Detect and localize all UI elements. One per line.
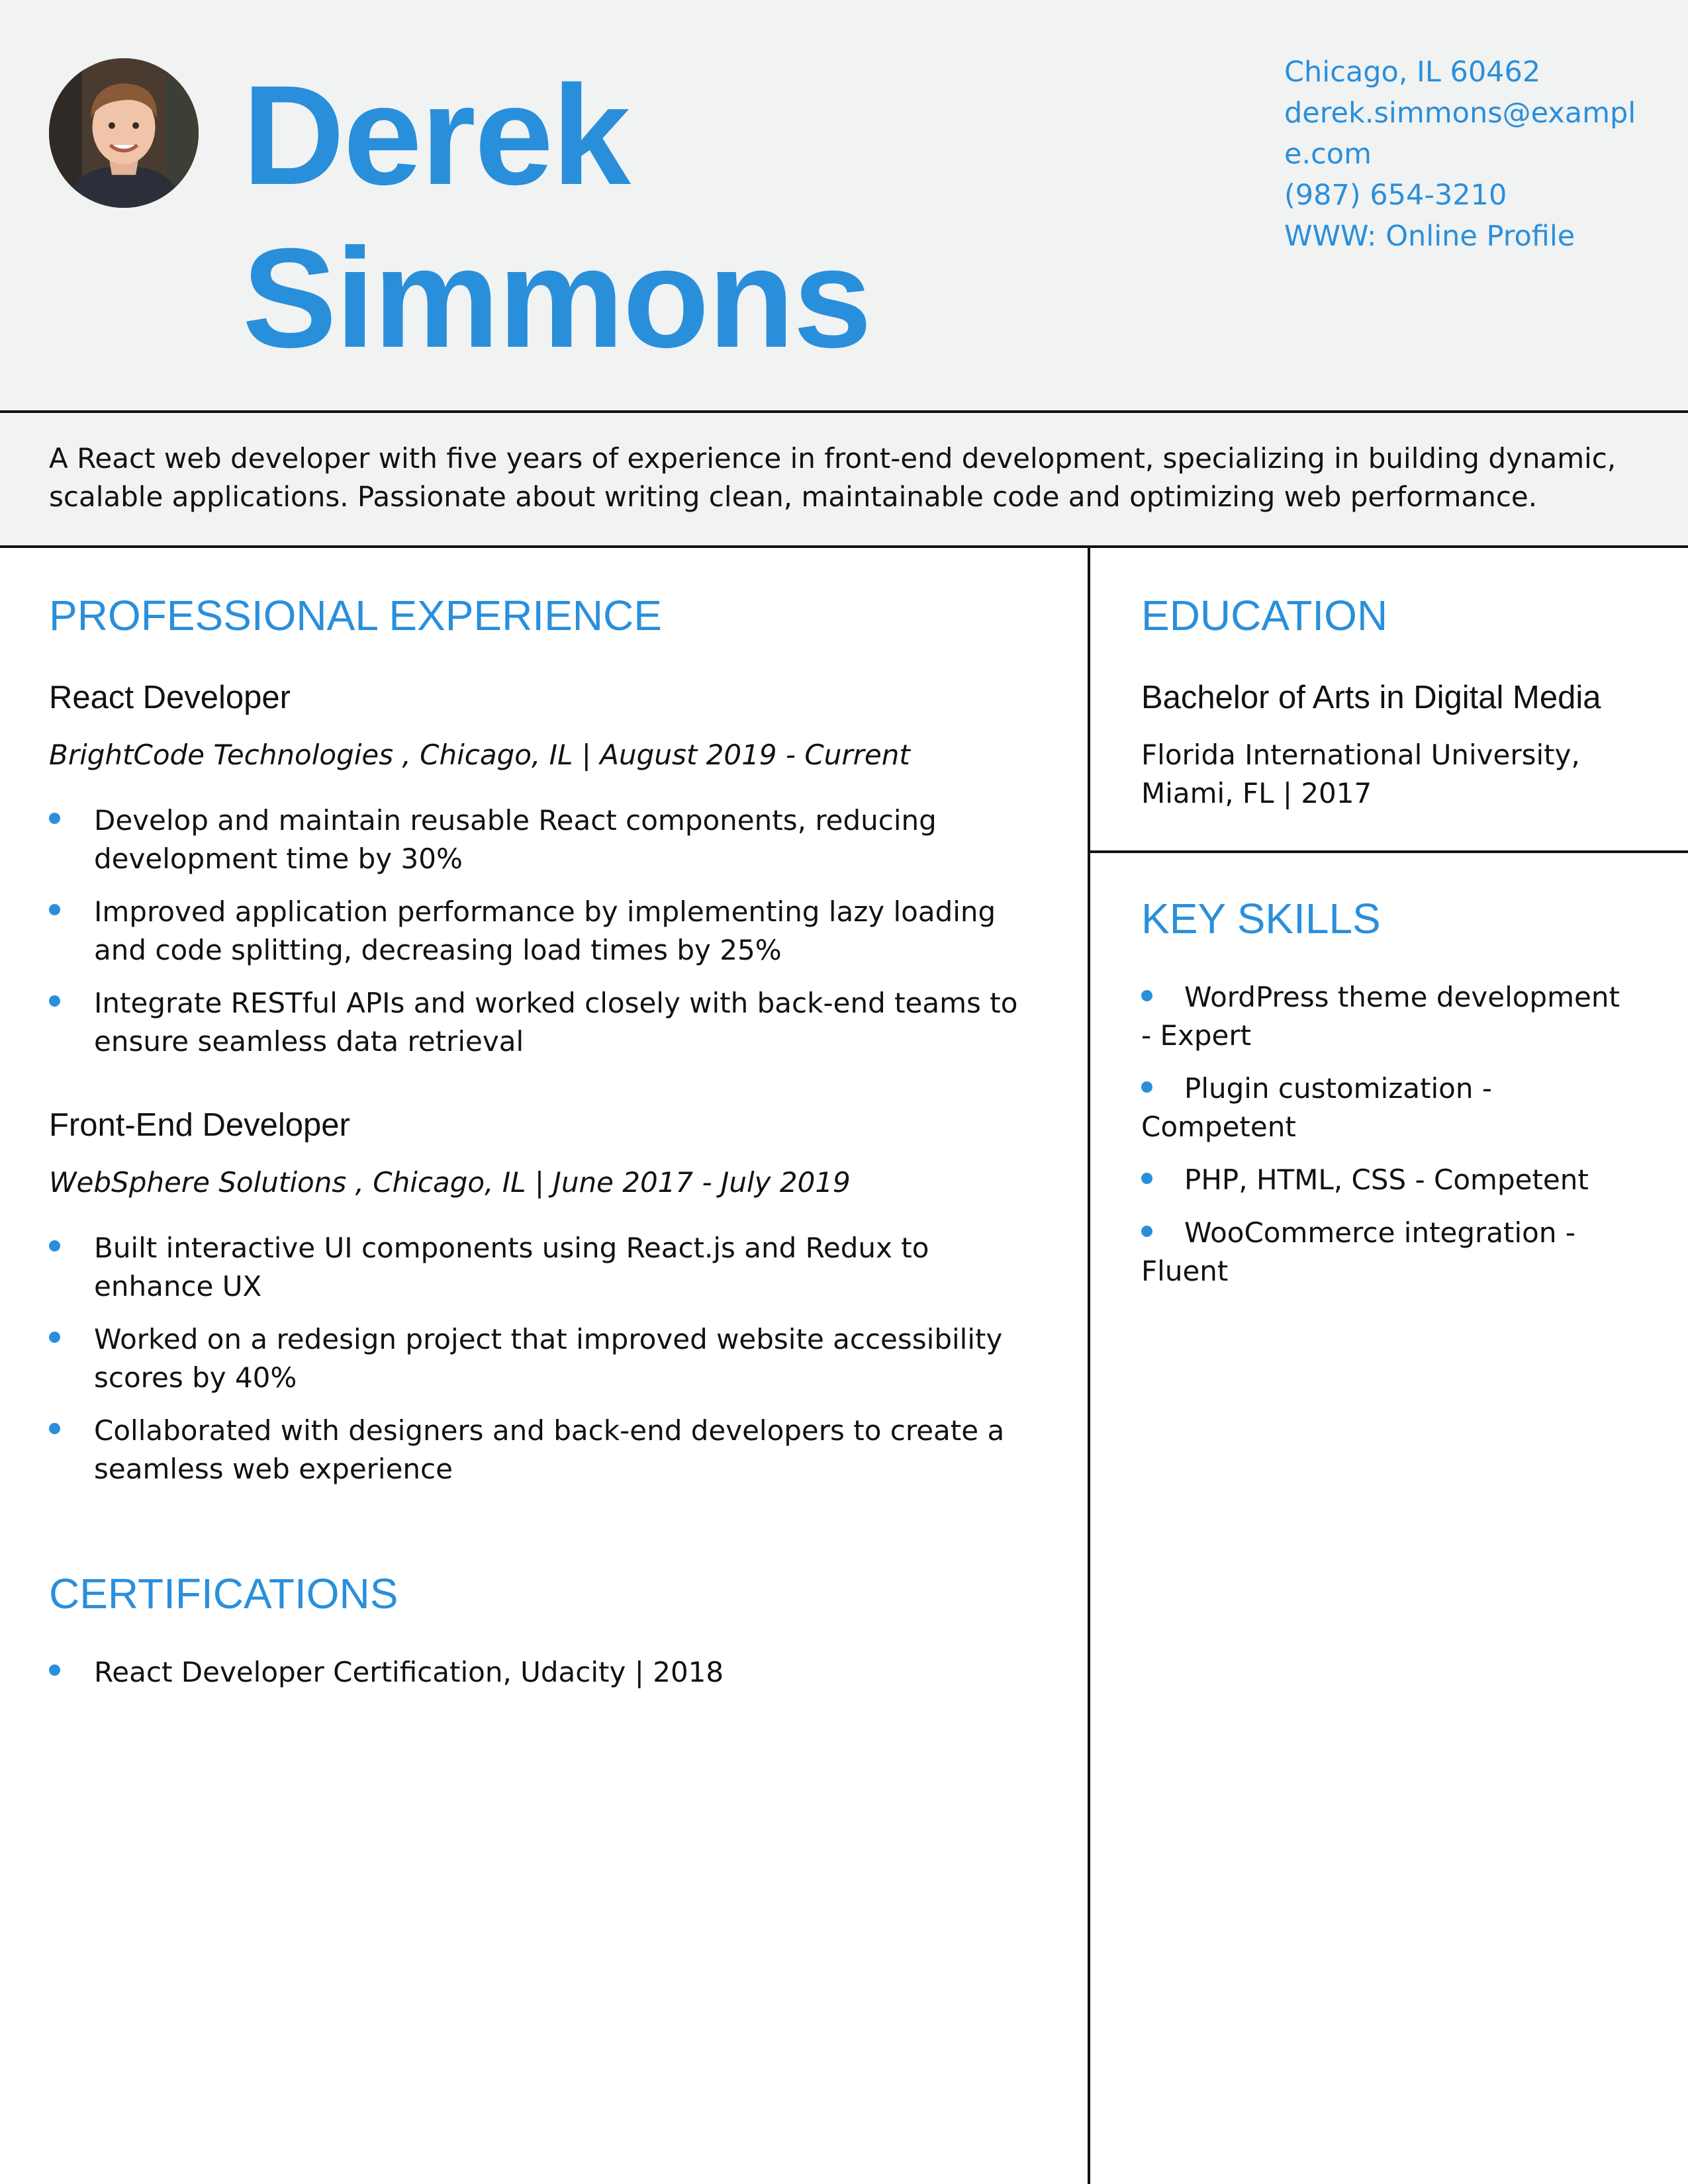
bullet-icon (1141, 1173, 1152, 1184)
summary-text: A React web developer with five years of experience in front-end development, specializing in building dynamic, scalable applications. Passionate about writing clean, maintainable code and optimizing web performance. (49, 442, 1617, 513)
bullet-icon (1141, 990, 1152, 1001)
bullet-icon (1141, 1226, 1152, 1237)
school-info (1141, 736, 1658, 813)
bullet-text: Worked on a redesign project that improved website accessibility scores by 40% (94, 1323, 1003, 1394)
bullet-icon (49, 1332, 60, 1343)
school-name: Florida International University, (1141, 739, 1580, 771)
divider-line (1090, 850, 1688, 853)
list-item (1141, 1214, 1631, 1291)
bullet-icon (49, 1240, 60, 1251)
column-divider (1088, 548, 1090, 2184)
bullet-text: Collaborated with designers and back-end developers to create a seamless web experience (94, 1414, 1005, 1485)
contact-phone[interactable]: (987) 654-3210 (1284, 179, 1507, 212)
list-item (49, 893, 1042, 970)
bullet-icon (1141, 1081, 1152, 1093)
degree-title: Bachelor of Arts in Digital Media (1141, 680, 1601, 715)
bullet-text: Develop and maintain reusable React components, reducing development time by 30% (94, 804, 937, 875)
job-title: React Developer (49, 680, 291, 715)
last-name: Simmons (242, 219, 871, 377)
bullet-text: Integrate RESTful APIs and worked closely with back-end teams to ensure seamless data retrieval (94, 987, 1018, 1058)
list-item (49, 1412, 1042, 1488)
education-heading: EDUCATION (1141, 592, 1388, 639)
list-item (49, 1653, 1042, 1692)
experience-heading: PROFESSIONAL EXPERIENCE (49, 592, 662, 639)
list-item (49, 801, 1042, 878)
job-title: Front-End Developer (49, 1107, 350, 1143)
bullet-icon (49, 995, 60, 1007)
school-location-year: Miami, FL | 2017 (1141, 777, 1372, 809)
list-item (1141, 1161, 1631, 1199)
avatar-photo-icon (49, 58, 199, 208)
divider-line (0, 545, 1688, 548)
resume-header (0, 0, 1688, 410)
bullet-icon (49, 904, 60, 915)
job-meta: BrightCode Technologies , Chicago, IL | August 2019 - Current (49, 739, 910, 771)
list-item (49, 1320, 1042, 1397)
list-item (1141, 1069, 1631, 1146)
certification-text: React Developer Certification, Udacity | 2018 (94, 1656, 724, 1688)
contact-block (1284, 52, 1642, 257)
first-name: Derek (242, 56, 630, 214)
skill-text: WordPress theme development - Expert (1141, 981, 1620, 1052)
contact-location: Chicago, IL 60462 (1284, 56, 1541, 89)
candidate-name (242, 54, 870, 380)
skill-text: Plugin customization - Competent (1141, 1072, 1492, 1143)
skills-heading: KEY SKILLS (1141, 895, 1381, 942)
contact-website[interactable]: WWW: Online Profile (1284, 220, 1575, 253)
list-item (49, 984, 1042, 1061)
bullet-icon (49, 813, 60, 824)
list-item (49, 1229, 1042, 1306)
list-item (1141, 978, 1631, 1055)
summary-section (0, 413, 1688, 545)
certifications-heading: CERTIFICATIONS (49, 1570, 399, 1617)
bullet-text: Built interactive UI components using React.js and Redux to enhance UX (94, 1232, 929, 1302)
certifications-list (49, 1653, 1042, 1706)
contact-email[interactable]: derek.simmons@example.com (1284, 97, 1636, 171)
bullet-icon (49, 1664, 60, 1676)
bullet-text: Improved application performance by implementing lazy loading and code splitting, decreasing load times by 25% (94, 895, 996, 966)
job-bullets (49, 801, 1042, 1075)
bullet-icon (49, 1423, 60, 1434)
avatar-photo-icon (49, 58, 199, 208)
job-meta: WebSphere Solutions , Chicago, IL | June 2017 - July 2019 (49, 1166, 851, 1199)
job-bullets (49, 1229, 1042, 1503)
skill-text: WooCommerce integration - Fluent (1141, 1216, 1575, 1287)
skills-list (1141, 978, 1631, 1305)
skill-text: PHP, HTML, CSS - Competent (1184, 1163, 1589, 1196)
